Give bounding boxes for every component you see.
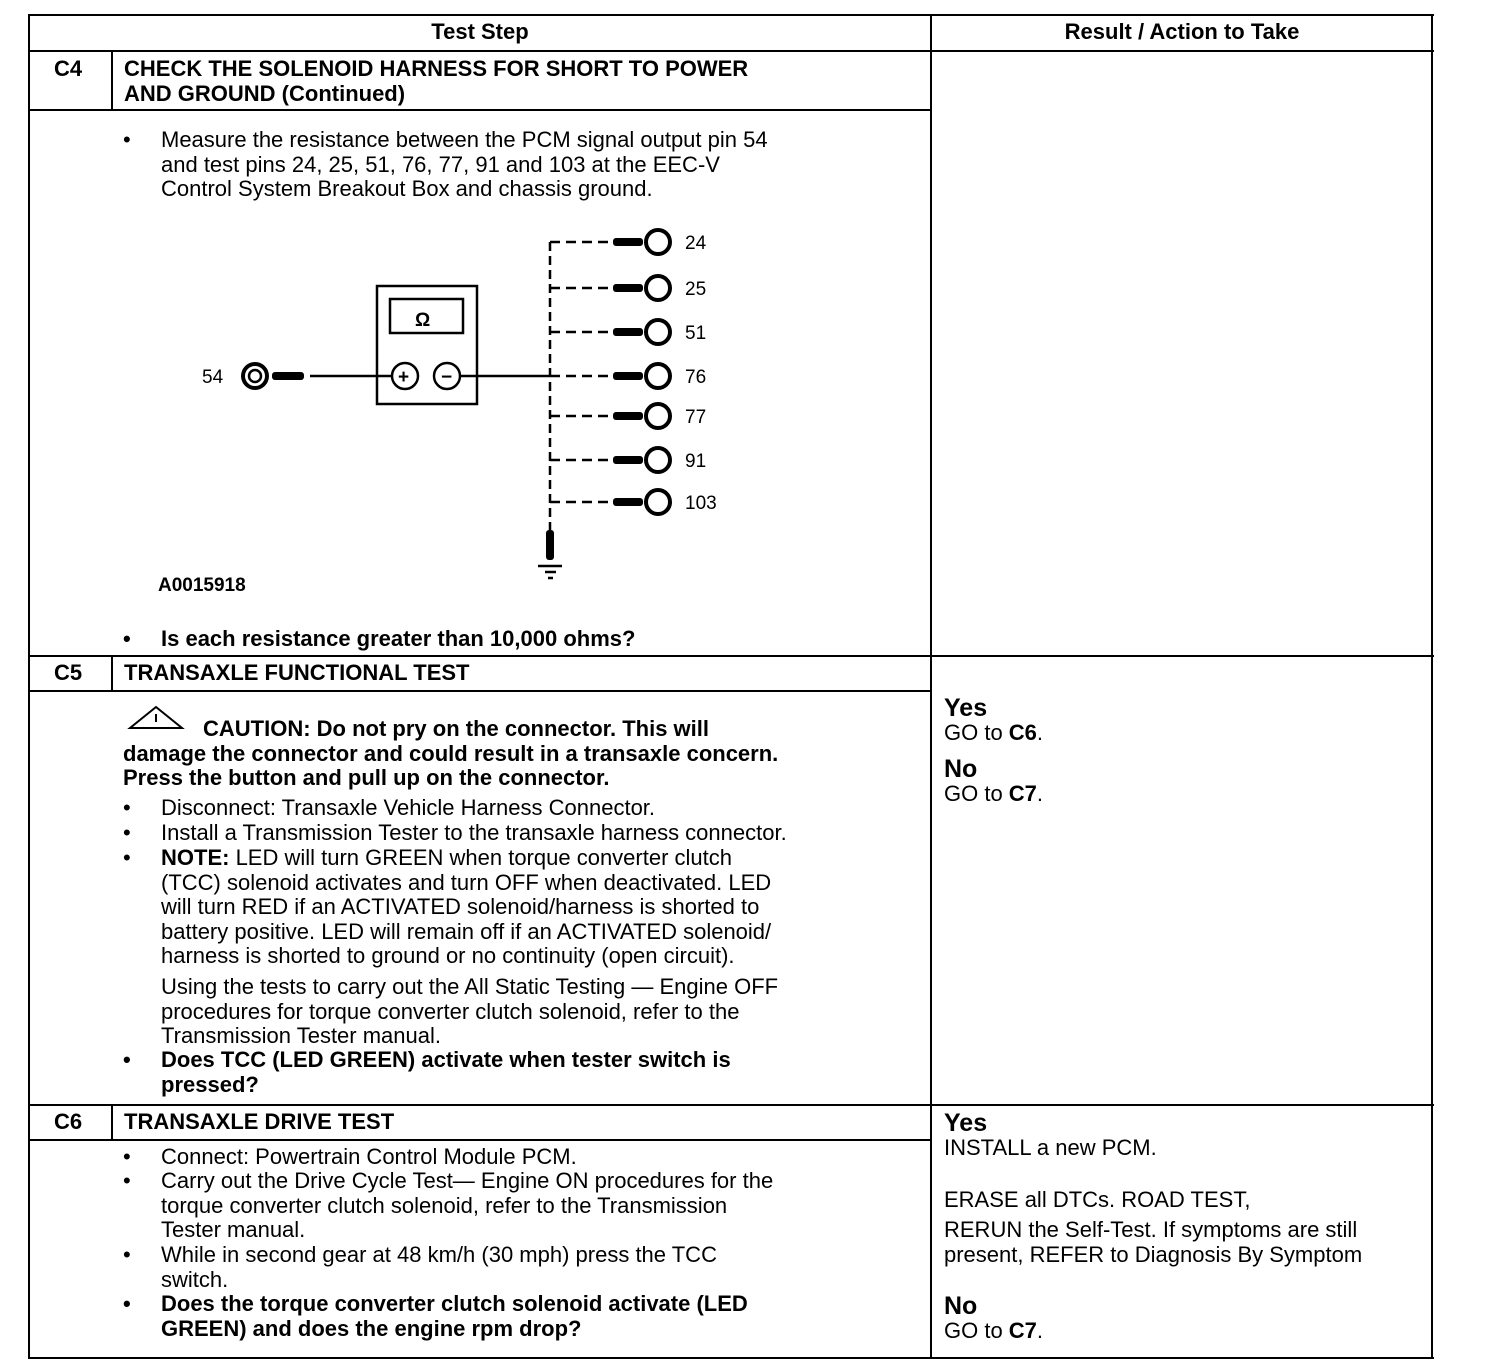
column-divider (930, 14, 932, 1359)
minus-label: − (441, 367, 453, 388)
pin-label: 91 (685, 451, 707, 472)
table-border-left (28, 14, 30, 1359)
header-result-action: Result / Action to Take (1064, 19, 1300, 44)
diagnostic-table-page: Test Step Result / Action to Take C4 CHECK THE SOLENOID HARNESS FOR SHORT TO POWER AND GROUND (Continued) • Measure the resistance between the PCM signal output pin 54 and test pins 24, 25, 51, 76, 77, 91 and 103 at the EEC-V Control System Breakout Box and chassis ground. Ω + − 54 24 25 51 76 77 91 103 A0015918 • Is each resistance greater than 10,000 ohms? C5 TRANSAXLE FUNCTIONAL TEST CAUTION: Do not pry on the connector. This will damage the connector and could result in a transaxle concern. Press the button and pull up on the connector. • Disconnect: Transaxle Vehicle Harness Connector. • Install a Transmission Tester to the transaxle harness connector. • NOTE: LED will turn GREEN when torque converter clutch (TCC) solenoid activates and turn OFF when deactivated. LED will turn RED if an ACTIVATED solenoid/harness is shorted to battery positive. LED will remain off if an ACTIVATED solenoid/ harness is shorted to ground or no continuity (open circuit). Using the tests to carry out the All Static Testing — Engine OFF procedures for torque converter clutch solenoid, refer to the Transmission Tester manual. • Does TCC (LED GREEN) activate when tester switch is pressed? Yes GO to C6. No GO to C7. C6 TRANSAXLE DRIVE TEST • Connect: Powertrain Control Module PCM. • Carry out the Drive Cycle Test— Engine ON procedures for the torque converter clutch solenoid, refer to the Transmission Tester manual. • While in second gear at 48 km/h (30 mph) press the TCC switch. • Does the torque converter clutch solenoid activate (LED GREEN) and does the engine rpm drop? Yes INSTALL a new PCM. ERASE all DTCs. ROAD TEST, RERUN the Self-Test. If symptoms are still present, REFER to Diagnosis By Symptom No GO to C7. (0, 0, 1504, 1370)
c4-title (124, 57, 748, 106)
c5-title: TRANSAXLE FUNCTIONAL TEST (124, 660, 470, 685)
table-border-right (1431, 14, 1433, 1359)
c6-row-divider (28, 1104, 1434, 1106)
header-test-step: Test Step (431, 19, 529, 44)
pin-54-jack (243, 364, 267, 388)
table-border-top (28, 14, 1434, 16)
pin-label: 77 (685, 407, 707, 428)
pin-label: 24 (685, 233, 707, 254)
pin-label: 25 (685, 279, 707, 300)
c6-result: Yes INSTALL a new PCM. ERASE all DTCs. ROAD TEST, RERUN the Self-Test. If symptoms are still present, REFER to Diagnosis By Symptom No GO to C7. (944, 1109, 1363, 1343)
c5-result: Yes GO to C6. No GO to C7. (944, 694, 1044, 806)
pin-label-54: 54 (202, 367, 224, 388)
pin-label: 76 (685, 367, 707, 388)
c4-title-divider (28, 109, 932, 111)
step-id-c4: C4 (54, 56, 83, 81)
pin-label: 103 (685, 493, 717, 514)
step-id-c6: C6 (54, 1109, 83, 1134)
c5-caution: CAUTION: Do not pry on the connector. This will damage the connector and could result in a transaxle concern. Press the button and pull up on the connector. (123, 716, 779, 790)
c6-title-divider (28, 1139, 932, 1141)
plus-label: + (398, 367, 410, 388)
pin-jacks (646, 230, 670, 514)
c5-title-divider (28, 690, 932, 692)
c4-id-divider (111, 50, 113, 110)
step-id-c5: C5 (54, 660, 83, 685)
pin-label: 51 (685, 323, 707, 344)
resistance-measurement-diagram (150, 220, 750, 600)
c6-title: TRANSAXLE DRIVE TEST (124, 1109, 395, 1134)
c4-title-line: CHECK THE SOLENOID HARNESS FOR SHORT TO POWER (124, 56, 749, 81)
figure-id: A0015918 (158, 575, 246, 596)
header-divider (28, 50, 1434, 52)
ohm-symbol: Ω (415, 310, 431, 331)
c6-id-divider (111, 1104, 113, 1140)
c5-id-divider (111, 655, 113, 691)
c5-procedure-paragraph: Using the tests to carry out the All Static Testing — Engine OFF procedures for torque converter clutch solenoid, refer to the Transmission Tester manual. (161, 974, 779, 1048)
bullet-icon: • (123, 127, 131, 152)
c4-title-line: AND GROUND (Continued) (124, 80, 406, 106)
c5-row-divider (28, 655, 1434, 657)
table-border-bottom (28, 1357, 1434, 1359)
